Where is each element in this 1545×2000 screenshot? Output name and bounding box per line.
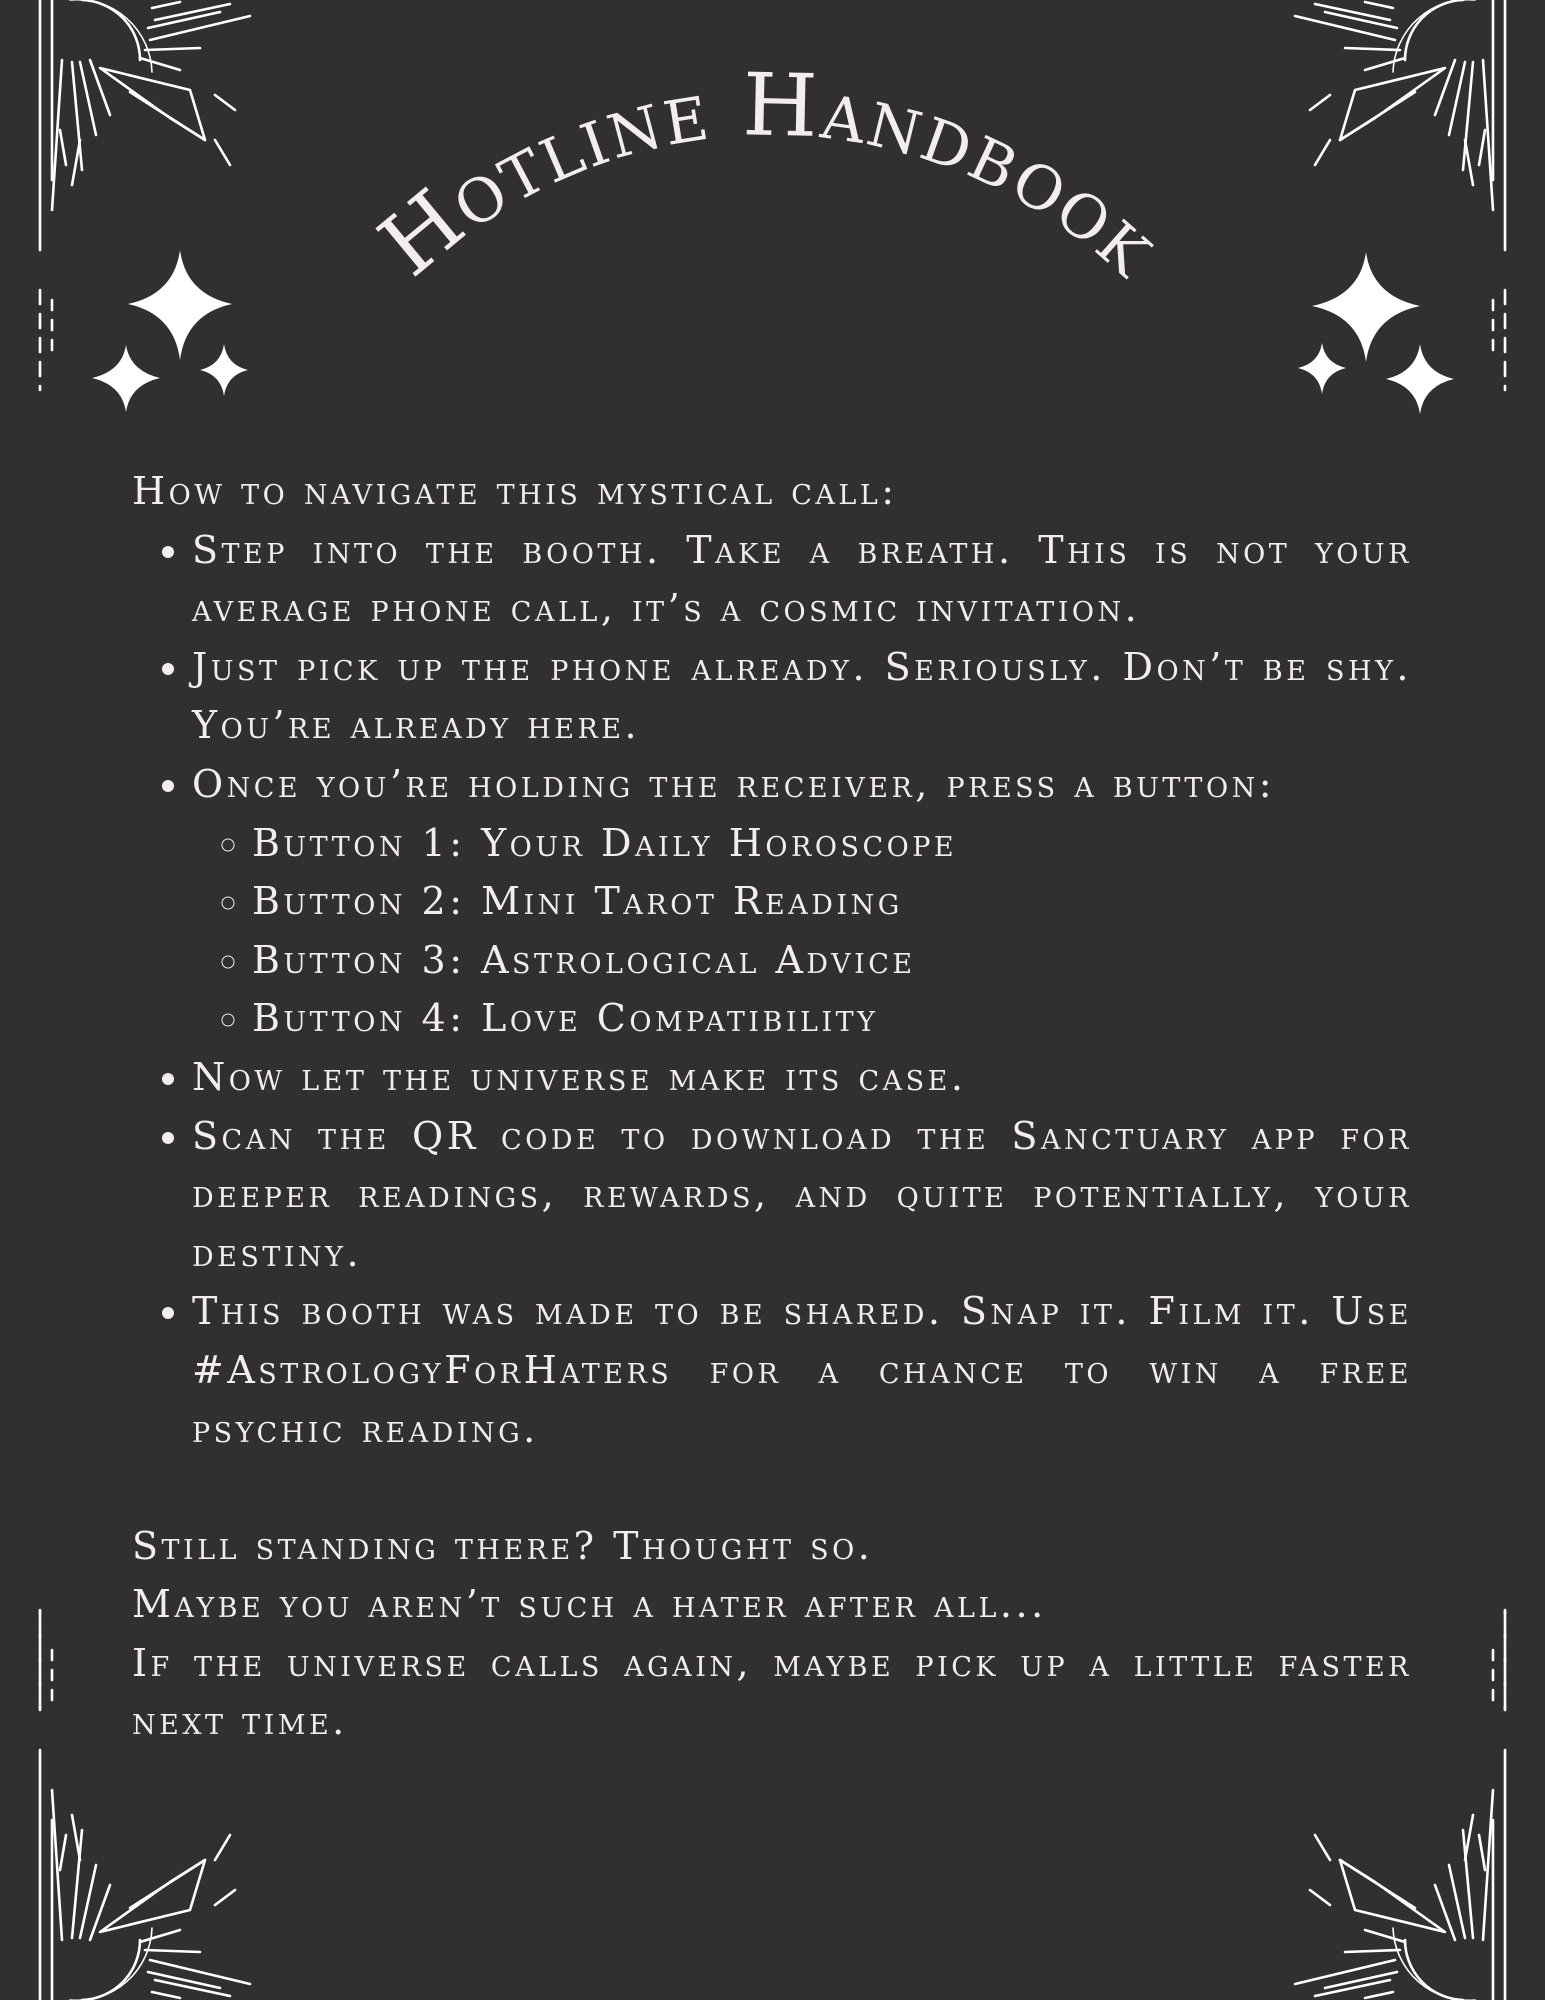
title-banner	[0, 0, 1545, 460]
handbook-body	[132, 462, 1412, 1751]
step-item: • Step into the booth. Take a breath. This is not your average phone call, it’s a cosmic invitation.	[192, 521, 1412, 638]
steps-list	[132, 521, 1412, 1459]
spacer	[132, 1458, 1412, 1517]
step-item: • Now let the universe make its case.	[192, 1048, 1412, 1107]
intro-line: How to navigate this mystical call:	[132, 469, 898, 513]
step-item: • Just pick up the phone already. Seriously. Don’t be shy. You’re already here.	[192, 638, 1412, 755]
buttons-list	[192, 814, 1412, 1048]
button-option: ◦ Button 4: Love Compatibility	[252, 989, 1412, 1048]
step-item	[192, 755, 1412, 1048]
closing-line: If the universe calls again, maybe pick up a little faster next time.	[132, 1640, 1412, 1744]
step-item: • This booth was made to be shared. Snap it. Film it. Use #AstrologyForHaters for a chance to win a free psychic reading.	[192, 1282, 1412, 1458]
step-item-label: Once you’re holding the receiver, press a button:	[192, 761, 1276, 806]
closing-line: Maybe you aren’t such a hater after all...	[132, 1582, 1047, 1627]
button-option: ◦ Button 3: Astrological Advice	[252, 931, 1412, 990]
page-title: Hotline Handbook	[361, 55, 1180, 297]
closing-line: Still standing there? Thought so.	[132, 1523, 874, 1568]
step-item: • Scan the QR code to download the Sanctuary app for deeper readings, rewards, and quite potentially, your destiny.	[192, 1107, 1412, 1283]
button-option: ◦ Button 1: Your Daily Horoscope	[252, 814, 1412, 873]
button-option: ◦ Button 2: Mini Tarot Reading	[252, 872, 1412, 931]
